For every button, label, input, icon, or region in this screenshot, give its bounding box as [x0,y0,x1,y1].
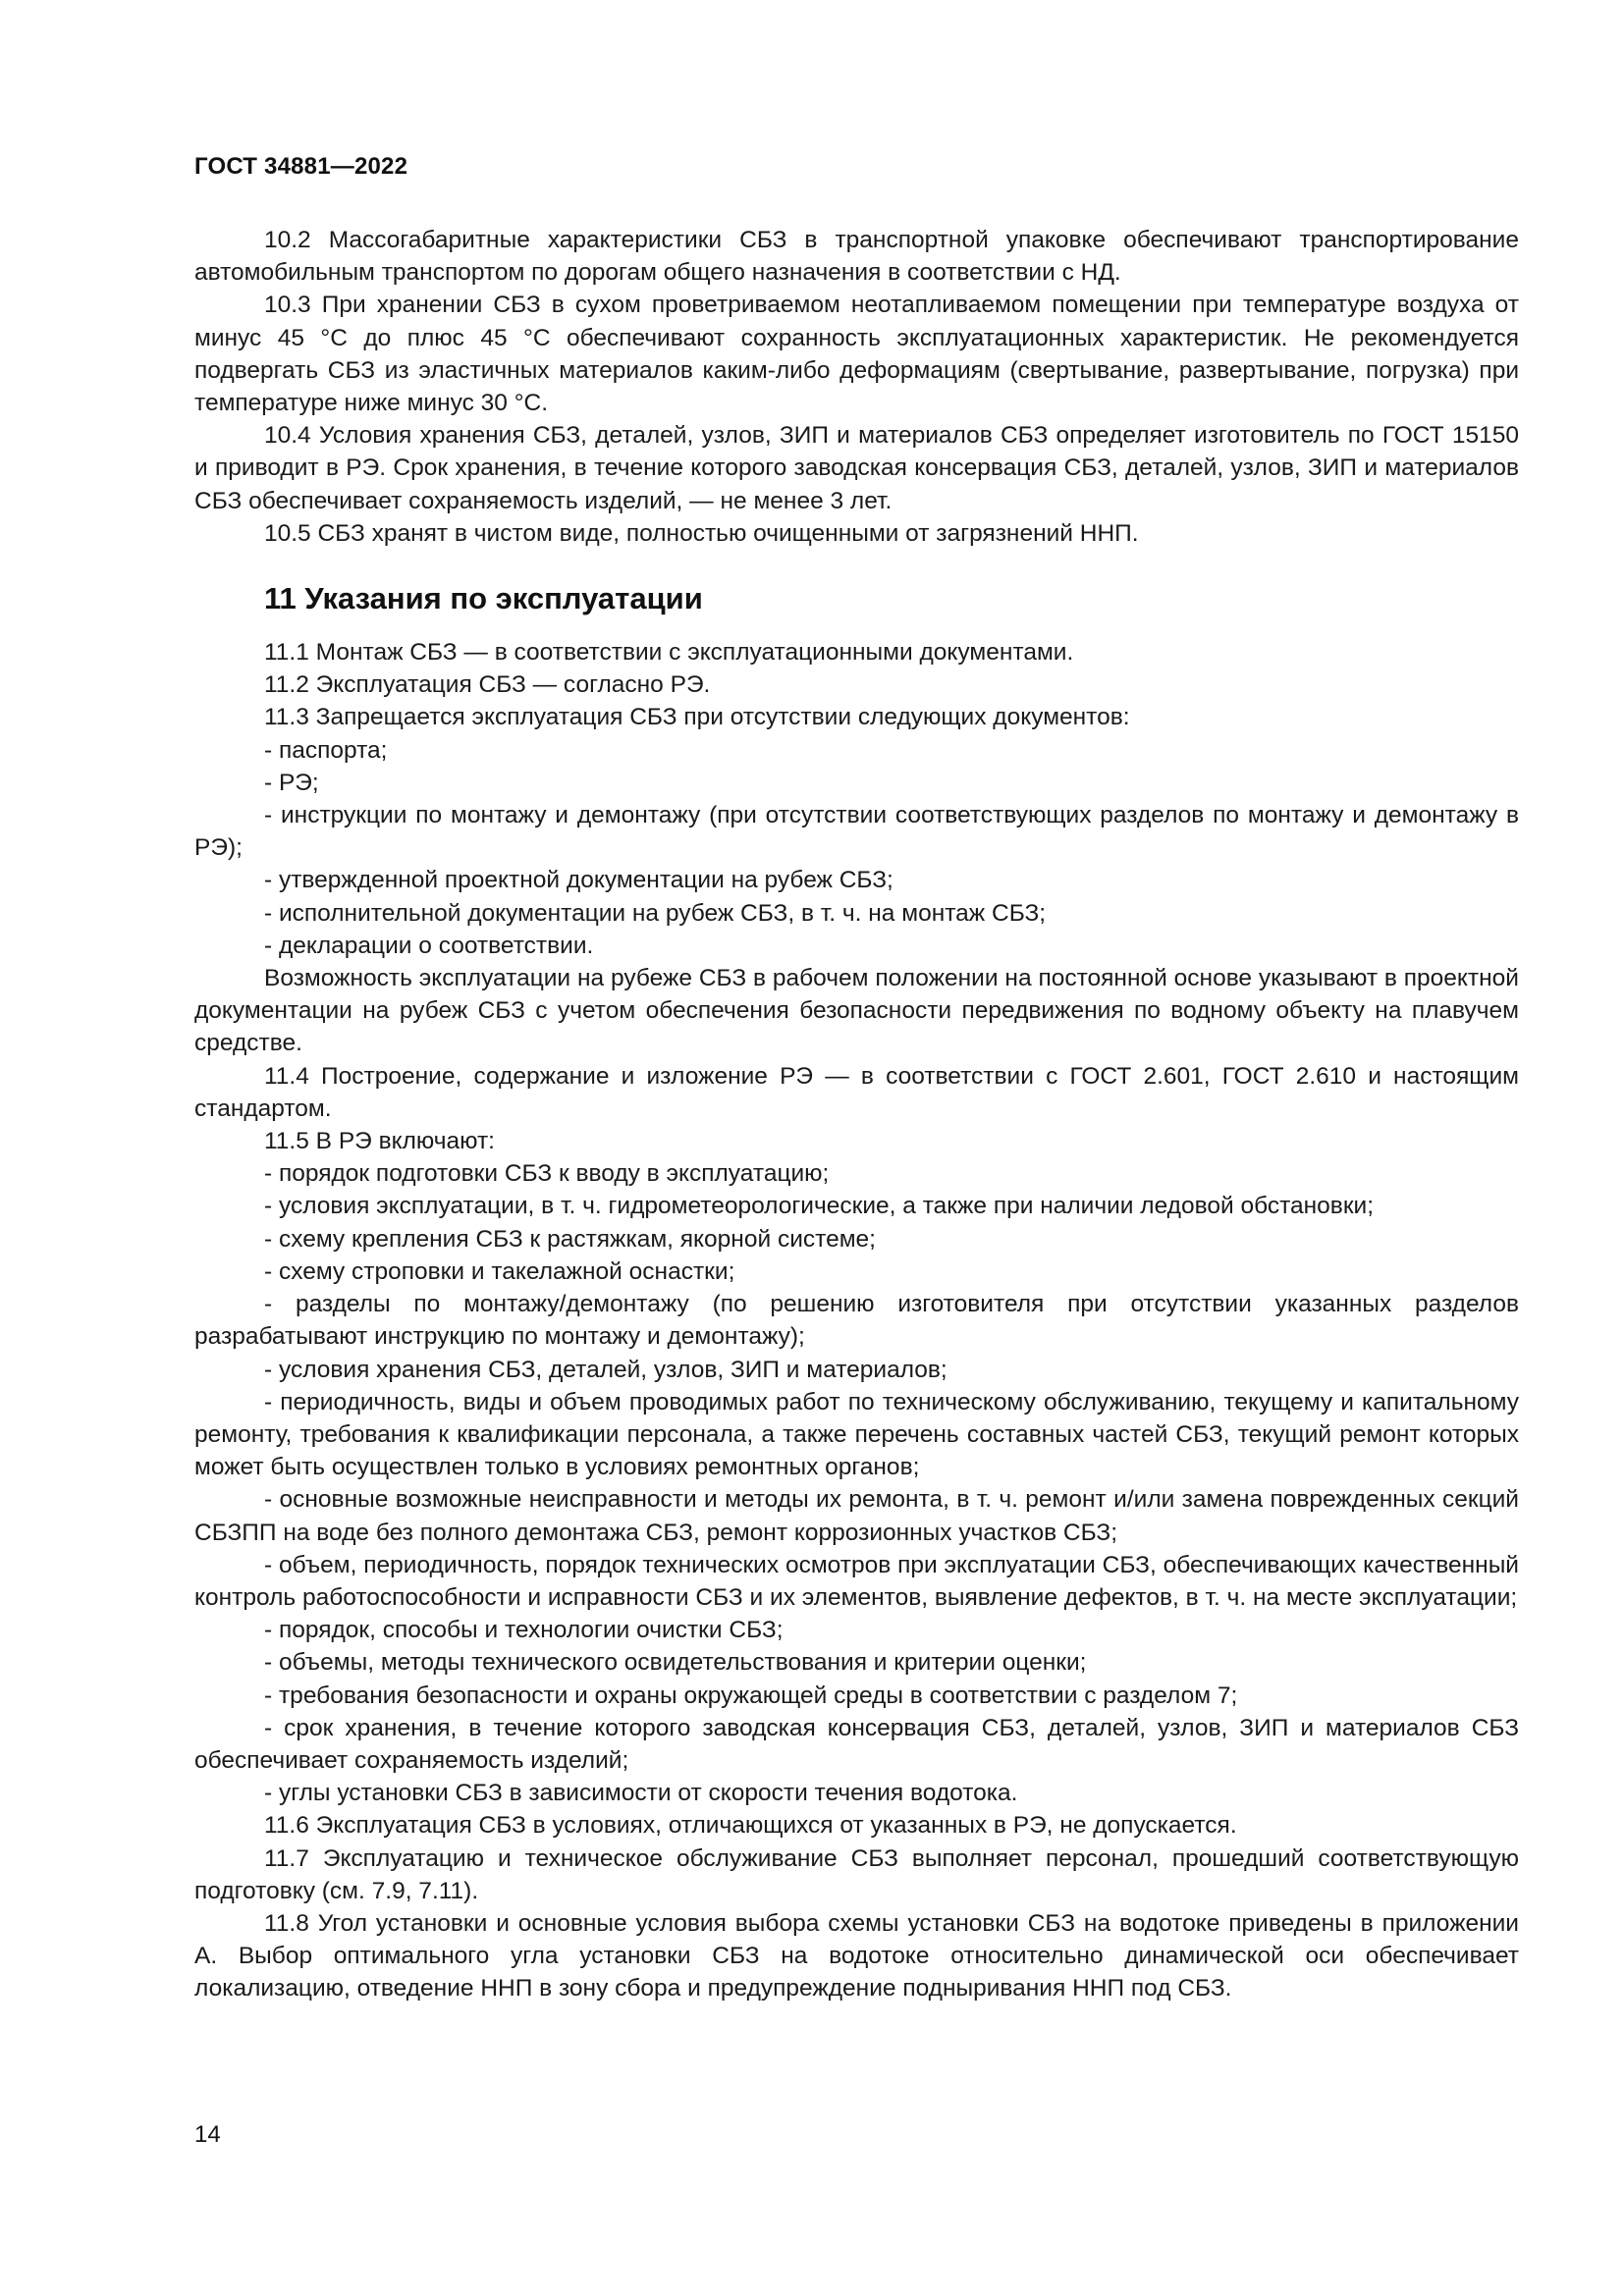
list-item: - углы установки СБЗ в зависимости от скорости течения водотока. [264,1780,1018,1807]
list-item: - РЭ; [264,769,319,796]
list-item: - условия хранения СБЗ, деталей, узлов, ЗИП и материалов; [264,1356,947,1383]
list-item: - схему строповки и такелажной оснастки; [264,1257,735,1285]
list-item: - декларации о соответствии. [264,932,594,959]
list-item: - инструкции по монтажу и демонтажу (при отсутствии соответствующих разделов по монтажу и демонтажу в РЭ); [194,802,1519,862]
page-content [194,224,1519,2005]
section-11-heading: 11 Указания по эксплуатации [264,581,703,616]
list-item: - срок хранения, в течение которого заводская консервация СБЗ, деталей, узлов, ЗИП и материалов СБЗ обеспечивает сохраняемость изделий; [194,1714,1519,1774]
clause-11-8: 11.8 Угол установки и основные условия выбора схемы установки СБЗ на водотоке приведены в приложении А. Выбор оптимального угла установки СБЗ на водотоке относительно динамической оси обеспечивает локализацию, отведение ННП в зону сбора и предупреждение подныривания ННП под СБЗ. [194,1909,1519,2002]
list-item: - исполнительной документации на рубеж СБЗ, в т. ч. на монтаж СБЗ; [264,899,1047,927]
list-item: - разделы по монтажу/демонтажу (по решению изготовителя при отсутствии указанных разделов разрабатывают инструкцию по монтажу и демонтажу); [194,1291,1519,1351]
clause-10-5: 10.5 СБЗ хранят в чистом виде, полностью очищенными от загрязнений ННП. [264,519,1139,547]
list-item: - схему крепления СБЗ к растяжкам, якорной системе; [264,1225,876,1253]
list-item: - порядок, способы и технологии очистки СБЗ; [264,1617,784,1644]
clause-11-6: 11.6 Эксплуатация СБЗ в условиях, отличающихся от указанных в РЭ, не допускается. [264,1812,1237,1840]
list-item: - паспорта; [264,736,388,764]
list-item: - утвержденной проектной документации на рубеж СБЗ; [264,867,893,894]
list-item: - объемы, методы технического освидетельствования и критерии оценки; [264,1649,1087,1677]
list-item: - основные возможные неисправности и методы их ремонта, в т. ч. ремонт и/или замена поврежденных секций СБЗПП на воде без полного демонтажа СБЗ, ремонт коррозионных участков СБЗ; [194,1486,1519,1546]
clause-11-2: 11.2 Эксплуатация СБЗ — согласно РЭ. [264,671,711,699]
clause-11-4: 11.4 Построение, содержание и изложение РЭ — в соответствии с ГОСТ 2.601, ГОСТ 2.610 и настоящим стандартом. [194,1062,1519,1122]
document-code-header: ГОСТ 34881—2022 [194,153,408,180]
list-item: - периодичность, виды и объем проводимых работ по техническому обслуживанию, текущему и капитальному ремонту, требования к квалификации персонала, а также перечень составных частей СБЗ, текущий ремонт которых может быть осуществлен только в условиях ремонтных органов; [194,1388,1519,1481]
list-item: - требования безопасности и охраны окружающей среды в соответствии с разделом 7; [264,1682,1238,1709]
clause-11-5: 11.5 В РЭ включают: [264,1128,495,1155]
body-paragraph: Возможность эксплуатации на рубеже СБЗ в рабочем положении на постоянной основе указывают в проектной документации на рубеж СБЗ с учетом обеспечения безопасности передвижения по водному объекту на плавучем средстве. [194,965,1519,1057]
clause-10-4: 10.4 Условия хранения СБЗ, деталей, узлов, ЗИП и материалов СБЗ определяет изготовитель по ГОСТ 15150 и приводит в РЭ. Срок хранения, в течение которого заводская консервация СБЗ, деталей, узлов, ЗИП и материалов СБЗ обеспечивает сохраняемость изделий, — не менее 3 лет. [194,422,1519,514]
page-number: 14 [194,2121,221,2148]
list-item: - условия эксплуатации, в т. ч. гидрометеорологические, а также при наличии ледовой обстановки; [264,1193,1375,1220]
clause-11-3: 11.3 Запрещается эксплуатация СБЗ при отсутствии следующих документов: [264,704,1130,731]
clause-10-3: 10.3 При хранении СБЗ в сухом проветриваемом неотапливаемом помещении при температуре воздуха от минус 45 °С до плюс 45 °С обеспечивают сохранность эксплуатационных характеристик. Не рекомендуется подвергать СБЗ из эластичных материалов каким-либо деформациям (свертывание, развертывание, погрузка) при температуре ниже минус 30 °С. [194,292,1519,417]
clause-11-7: 11.7 Эксплуатацию и техническое обслуживание СБЗ выполняет персонал, прошедший соответствующую подготовку (см. 7.9, 7.11). [194,1844,1519,1904]
list-item: - порядок подготовки СБЗ к вводу в эксплуатацию; [264,1160,830,1188]
list-item: - объем, периодичность, порядок технических осмотров при эксплуатации СБЗ, обеспечивающих качественный контроль работоспособности и исправности СБЗ и их элементов, выявление дефектов, в т. ч. на месте эксплуатации; [194,1551,1519,1611]
clause-10-2: 10.2 Массогабаритные характеристики СБЗ в транспортной упаковке обеспечивают транспортирование автомобильным транспортом по дорогам общего назначения в соответствии с НД. [194,227,1519,287]
clause-11-1: 11.1 Монтаж СБЗ — в соответствии с эксплуатационными документами. [264,639,1074,667]
